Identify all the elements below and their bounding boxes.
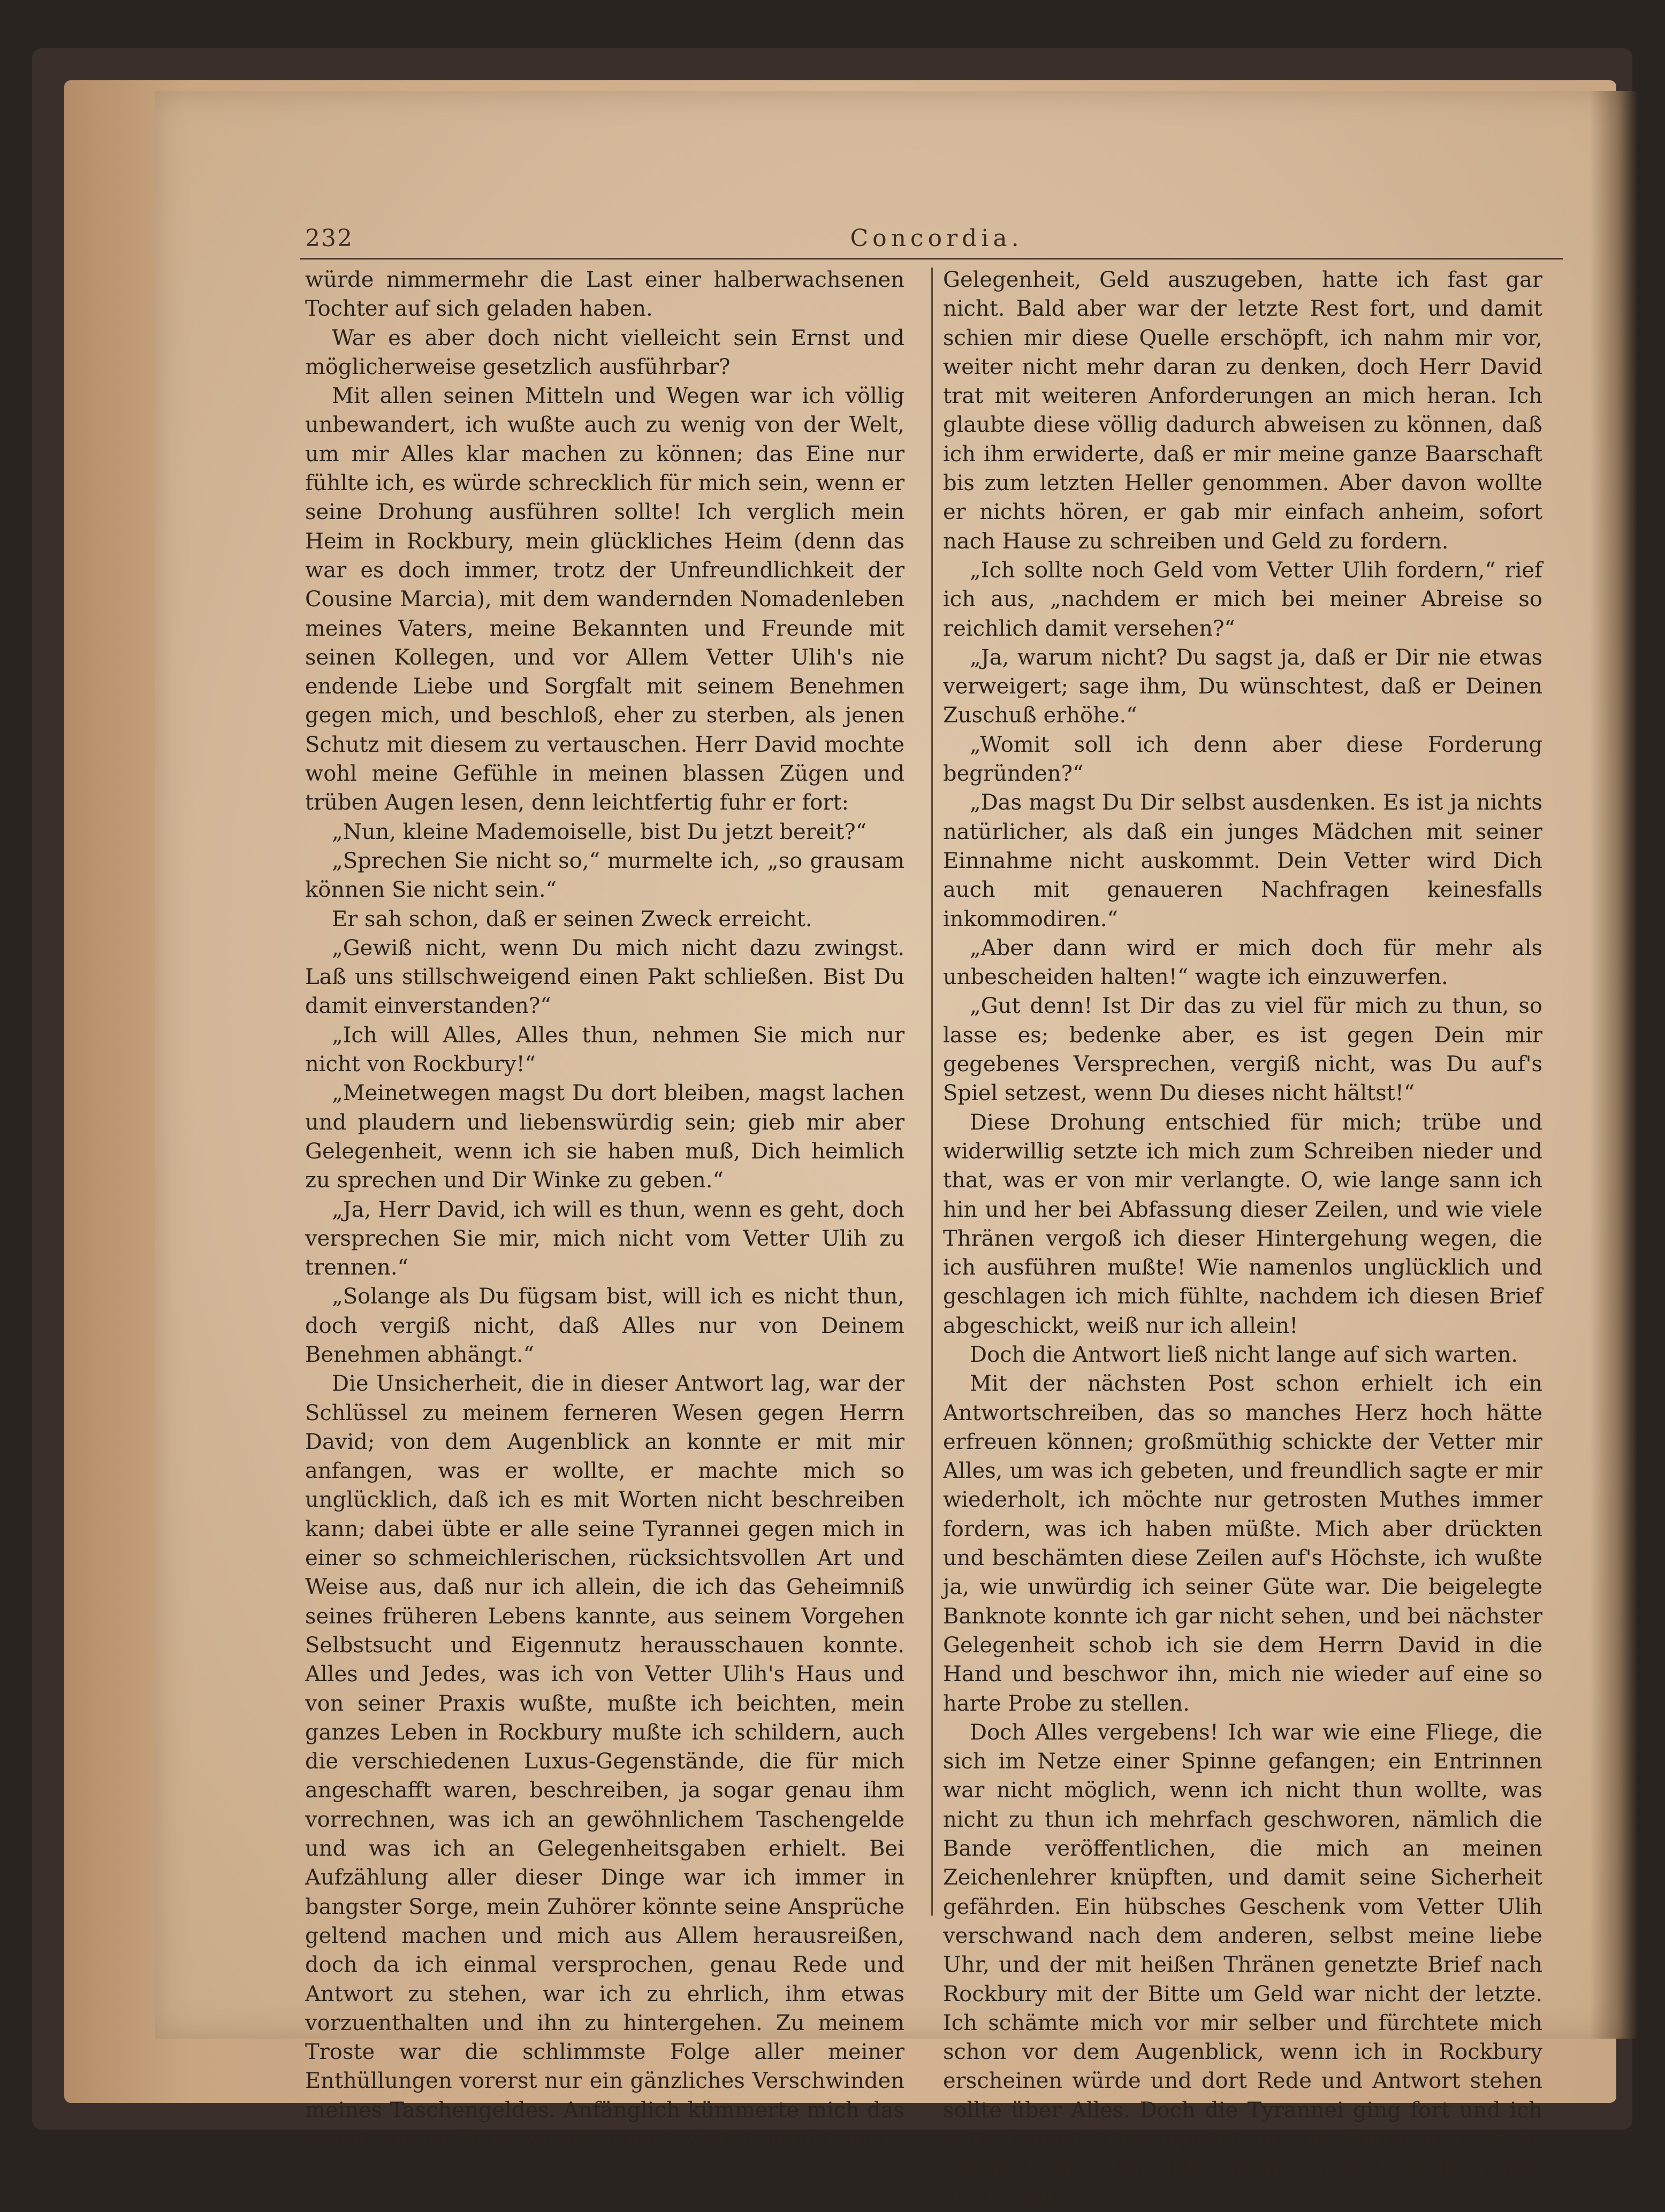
paragraph: „Sprechen Sie nicht so,“ murmelte ich, „so grausam können Sie nicht sein.“ (305, 848, 904, 903)
left-column (305, 265, 904, 2154)
journal-title: Concordia. (850, 225, 1023, 252)
column-divider (931, 268, 933, 1916)
paragraph: „Gut denn! Ist Dir das zu viel für mich zu thun, so lasse es; bedenke aber, es ist gegen Dein mir gegebenes Versprechen, vergiß nicht, was Du auf's Spiel setzest, wenn Du dieses nicht hältst!“ (943, 994, 1542, 1106)
paragraph: „Das magst Du Dir selbst ausdenken. Es ist ja nichts natürlicher, als daß ein junges Mädchen mit seiner Einnahme nicht auskommt. Dein Vetter wird Dich auch mit genaueren Nachfragen keinesfalls inkommodiren.“ (943, 790, 1542, 932)
paragraph: „Nun, kleine Mademoiselle, bist Du jetzt bereit?“ (332, 819, 867, 844)
paragraph: „Meinetwegen magst Du dort bleiben, magst lachen und plaudern und liebenswürdig sein; gieb mir aber Gelegenheit, wenn ich sie haben muß, Dich heimlich zu sprechen und Dir Winke zu geben.“ (305, 1081, 904, 1193)
paragraph: Doch die Antwort ließ nicht lange auf sich warten. (970, 1342, 1518, 1367)
paragraph: Die Unsicherheit, die in dieser Antwort lag, war der Schlüssel zu meinem ferneren Wesen gegen Herrn David; von dem Augenblick an konnte er mit mir anfangen, was er wollte, er machte mich so unglücklich, daß ich es mit Worten nicht beschreiben kann; dabei übte er alle seine Tyrannei gegen mich in einer so schmeichlerischen, rücksichtsvollen Art und Weise aus, daß nur ich allein, die ich das Geheimniß seines früheren Lebens kannte, aus seinem Vorgehen Selbstsucht und Eigennutz herausschauen konnte. Alles und Jedes, was ich von Vetter Ulih's Haus und von seiner Praxis wußte, mußte ich beichten, mein ganzes Leben in Rockbury mußte ich schildern, auch die verschiedenen Luxus-Gegenstände, die für mich angeschafft waren, beschreiben, ja sogar genau ihm vorrechnen, was ich an gewöhnlichem Taschengelde und was ich an Gelegenheitsgaben erhielt. Bei Aufzählung aller dieser Dinge war ich immer in bangster Sorge, mein Zuhörer könnte seine Ansprüche geltend machen und mich aus Allem herausreißen, doch da ich einmal versprochen, genau Rede und Antwort zu stehen, war ich zu ehrlich, ihm etwas vorzuenthalten und ihn zu hintergehen. Zu meinem Troste war die schlimmste Folge aller meiner Enthüllungen vorerst nur ein gänzliches Verschwinden meines Taschengeldes. Anfänglich kümmerte mich das wenig, meine Börse wurde immer wieder gefüllt, und (305, 1371, 904, 2152)
header-rule (300, 258, 1563, 260)
page-gutter (1590, 91, 1638, 2039)
paragraph: War es aber doch nicht vielleicht sein Ernst und möglicherweise gesetzlich ausführbar? (305, 325, 904, 379)
paragraph: Doch Alles vergebens! Ich war wie eine Fliege, die sich im Netze einer Spinne gefangen; ein Entrinnen war nicht möglich, wenn ich nicht thun wollte, was nicht zu thun ich mehrfach geschworen, nämlich die Bande veröffentlichen, die mich an meinen Zeichenlehrer knüpften, und damit seine Sicherheit gefährden. Ein hübsches Geschenk vom Vetter Ulih verschwand nach dem anderen, selbst meine liebe Uhr, und der mit heißen Thränen genetzte Brief nach Rockbury mit der Bitte um Geld war nicht der letzte. Ich schämte mich vor mir selber und fürchtete mich schon vor dem Augenblick, wenn ich in Rockbury erscheinen würde und dort Rede und Antwort stehen sollte über Alles. Doch die Tyrannei ging fort und ich hatte keinen Anhaltepunkt für die Hoffnung, daß sie beendet seine Knechte, wenn ich erst wieder unter dem Schutze (943, 1720, 1542, 2210)
paragraph: „Aber dann wird er mich doch für mehr als unbescheiden halten!“ wagte ich einzuwerfen. (943, 935, 1542, 990)
paragraph: Diese Drohung entschied für mich; trübe und widerwillig setzte ich mich zum Schreiben nieder und that, was er von mir verlangte. O, wie lange sann ich hin und her bei Abfassung dieser Zeilen, und wie viele Thränen vergoß ich dieser Hintergehung wegen, die ich ausführen mußte! Wie namenlos unglücklich und geschlagen ich mich fühlte, nachdem ich diesen Brief abgeschickt, weiß nur ich allein! (943, 1110, 1542, 1338)
paragraph: „Ja, warum nicht? Du sagst ja, daß er Dir nie etwas verweigert; sage ihm, Du wünschtest, daß er Deinen Zuschuß erhöhe.“ (943, 645, 1542, 728)
right-column (943, 265, 1542, 2212)
page-number: 232 (305, 225, 353, 252)
paragraph: „Solange als Du fügsam bist, will ich es nicht thun, doch vergiß nicht, daß Alles nur von Deinem Benehmen abhängt.“ (305, 1284, 904, 1367)
paragraph: Mit allen seinen Mitteln und Wegen war ich völlig unbewandert, ich wußte auch zu wenig von der Welt, um mir Alles klar machen zu können; das Eine nur fühlte ich, es würde schrecklich für mich sein, wenn er seine Drohung ausführen sollte! Ich verglich mein Heim in Rockbury, mein glückliches Heim (denn das war es doch immer, trotz der Unfreundlichkeit der Cousine Marcia), mit dem wandernden Nomadenleben meines Vaters, meine Bekannten und Freunde mit seinen Kollegen, und vor Allem Vetter Ulih's nie endende Liebe und Sorgfalt mit seinem Benehmen gegen mich, und beschloß, eher zu sterben, als jenen Schutz mit diesem zu vertauschen. Herr David mochte wohl meine Gefühle in meinen blassen Zügen und trüben Augen lesen, denn leichtfertig fuhr er fort: (305, 384, 904, 815)
running-header (305, 225, 1568, 257)
paragraph: „Ich sollte noch Geld vom Vetter Ulih fordern,“ rief ich aus, „nachdem er mich bei meiner Abreise so reichlich damit versehen?“ (943, 558, 1542, 641)
paragraph: „Gewiß nicht, wenn Du mich nicht dazu zwingst. Laß uns stillschweigend einen Pakt schließen. Bist Du damit einverstanden?“ (305, 935, 904, 1019)
paragraph: würde nimmermehr die Last einer halberwachsenen Tochter auf sich geladen haben. (305, 268, 904, 322)
paragraph: „Womit soll ich denn aber diese Forderung begründen?“ (943, 732, 1542, 787)
paragraph: Mit der nächsten Post schon erhielt ich ein Antwortschreiben, das so manches Herz hoch hätte erfreuen können; großmüthig schickte der Vetter mir Alles, um was ich gebeten, und freundlich sagte er mir wiederholt, ich möchte nur getrosten Muthes immer fordern, was ich haben müßte. Mich aber drückten und beschämten diese Zeilen auf's Höchste, ich wußte ja, wie unwürdig ich seiner Güte war. Die beigelegte Banknote konnte ich gar nicht sehen, und bei nächster Gelegenheit schob ich sie dem Herrn David in die Hand und beschwor ihn, mich nie wieder auf eine so harte Probe zu stellen. (943, 1371, 1542, 1716)
paragraph: „Ich will Alles, Alles thun, nehmen Sie mich nur nicht von Rockbury!“ (305, 1023, 904, 1077)
paragraph: „Ja, Herr David, ich will es thun, wenn es geht, doch versprechen Sie mir, mich nicht vom Vetter Ulih zu trennen.“ (305, 1197, 904, 1280)
paragraph: Er sah schon, daß er seinen Zweck erreicht. (332, 906, 812, 932)
paragraph: Gelegenheit, Geld auszugeben, hatte ich fast gar nicht. Bald aber war der letzte Rest fort, und damit schien mir diese Quelle erschöpft, ich nahm mir vor, weiter nicht mehr daran zu denken, doch Herr David trat mit weiteren Anforderungen an mich heran. Ich glaubte diese völlig dadurch abweisen zu können, daß ich ihm erwiderte, daß er mir meine ganze Baarschaft bis zum letzten Heller genommen. Aber davon wollte er nichts hören, er gab mir einfach anheim, sofort nach Hause zu schreiben und Geld zu fordern. (943, 268, 1542, 554)
